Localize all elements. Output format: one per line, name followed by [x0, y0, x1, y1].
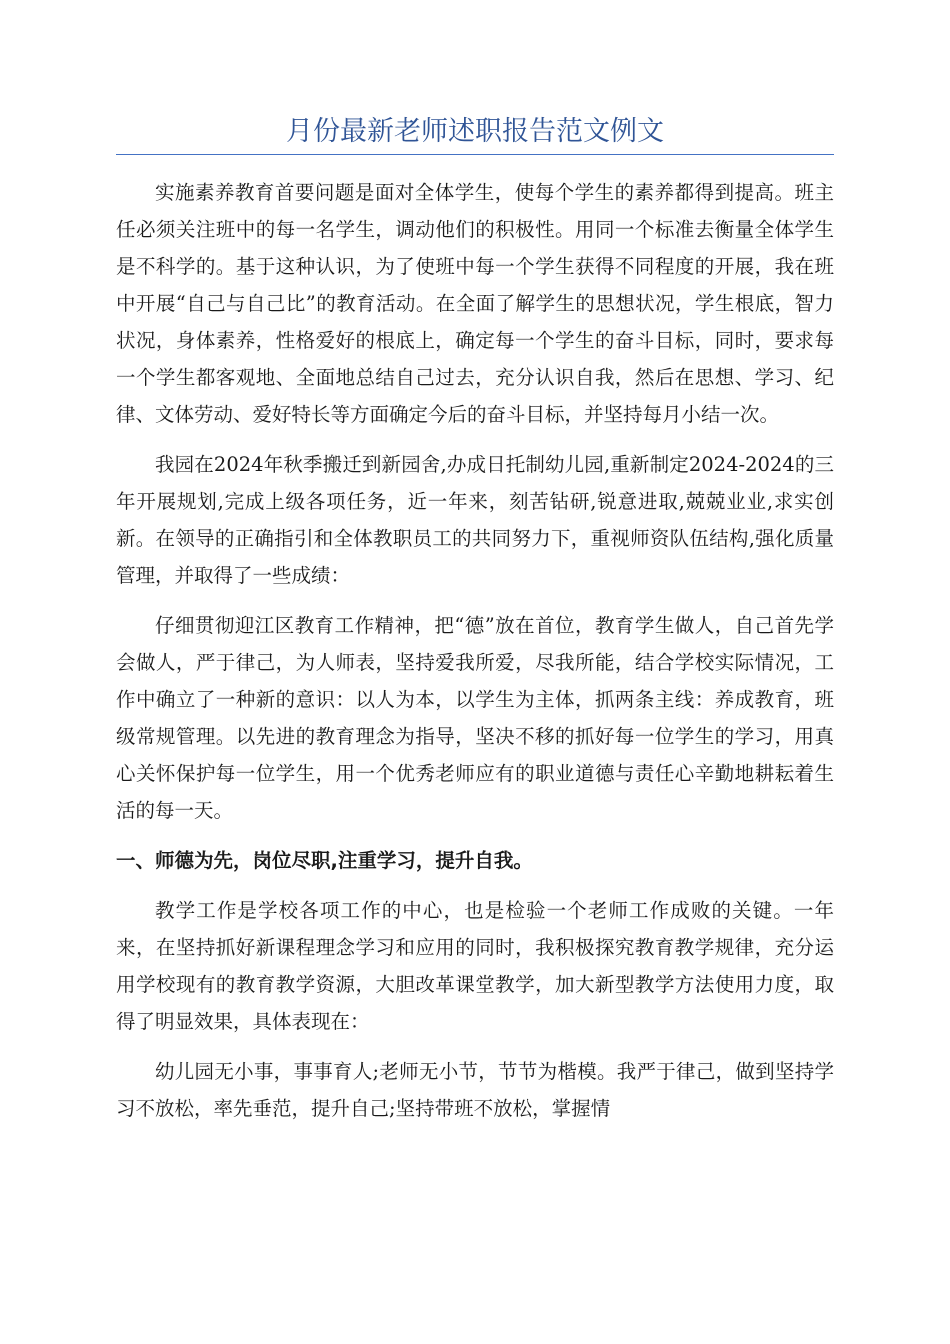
title-underline [116, 154, 834, 155]
paragraph: 教学工作是学校各项工作的中心，也是检验一个老师工作成败的关键。一年来，在坚持抓好新课程理念学习和应用的同时，我积极探究教育教学规律，充分运用学校现有的教育教学资源，大胆改革课堂教学，加大新型教学方法使用力度，取得了明显效果，具体表现在： [116, 899, 834, 1033]
section-heading: 一、师德为先，岗位尽职,注重学习，提升自我。 [116, 849, 533, 872]
paragraph: 我园在2024年秋季搬迁到新园舍,办成日托制幼儿园,重新制定2024-2024的三年开展规划,完成上级各项任务，近一年来，刻苦钻研,锐意进取,兢兢业业,求实创新。在领导的正确指引和全体教职员工的共同努力下，重视师资队伍结构,强化质量管理，并取得了一些成绩： [116, 453, 834, 587]
document-title: 月份最新老师述职报告范文例文 [286, 116, 664, 147]
document-body [116, 174, 834, 1140]
paragraph: 仔细贯彻迎江区教育工作精神，把“德”放在首位，教育学生做人，自己首先学会做人，严于律己，为人师表，坚持爱我所爱，尽我所能，结合学校实际情况，工作中确立了一种新的意识：以人为本，以学生为主体，抓两条主线：养成教育，班级常规管理。以先进的教育理念为指导，坚决不移的抓好每一位学生的学习，用真心关怀保护每一位学生，用一个优秀老师应有的职业道德与责任心辛勤地耕耘着生活的每一天。 [116, 614, 834, 822]
paragraph: 幼儿园无小事，事事育人;老师无小节，节节为楷模。我严于律己，做到坚持学习不放松，率先垂范，提升自己;坚持带班不放松，掌握情 [116, 1060, 834, 1120]
paragraph: 实施素养教育首要问题是面对全体学生，使每个学生的素养都得到提高。班主任必须关注班中的每一名学生，调动他们的积极性。用同一个标准去衡量全体学生是不科学的。基于这种认识，为了使班中每一个学生获得不同程度的开展，我在班中开展“自己与自己比”的教育活动。在全面了解学生的思想状况，学生根底，智力状况，身体素养，性格爱好的根底上，确定每一个学生的奋斗目标，同时，要求每一个学生都客观地、全面地总结自己过去，充分认识自我，然后在思想、学习、纪律、文体劳动、爱好特长等方面确定今后的奋斗目标，并坚持每月小结一次。 [116, 181, 834, 426]
